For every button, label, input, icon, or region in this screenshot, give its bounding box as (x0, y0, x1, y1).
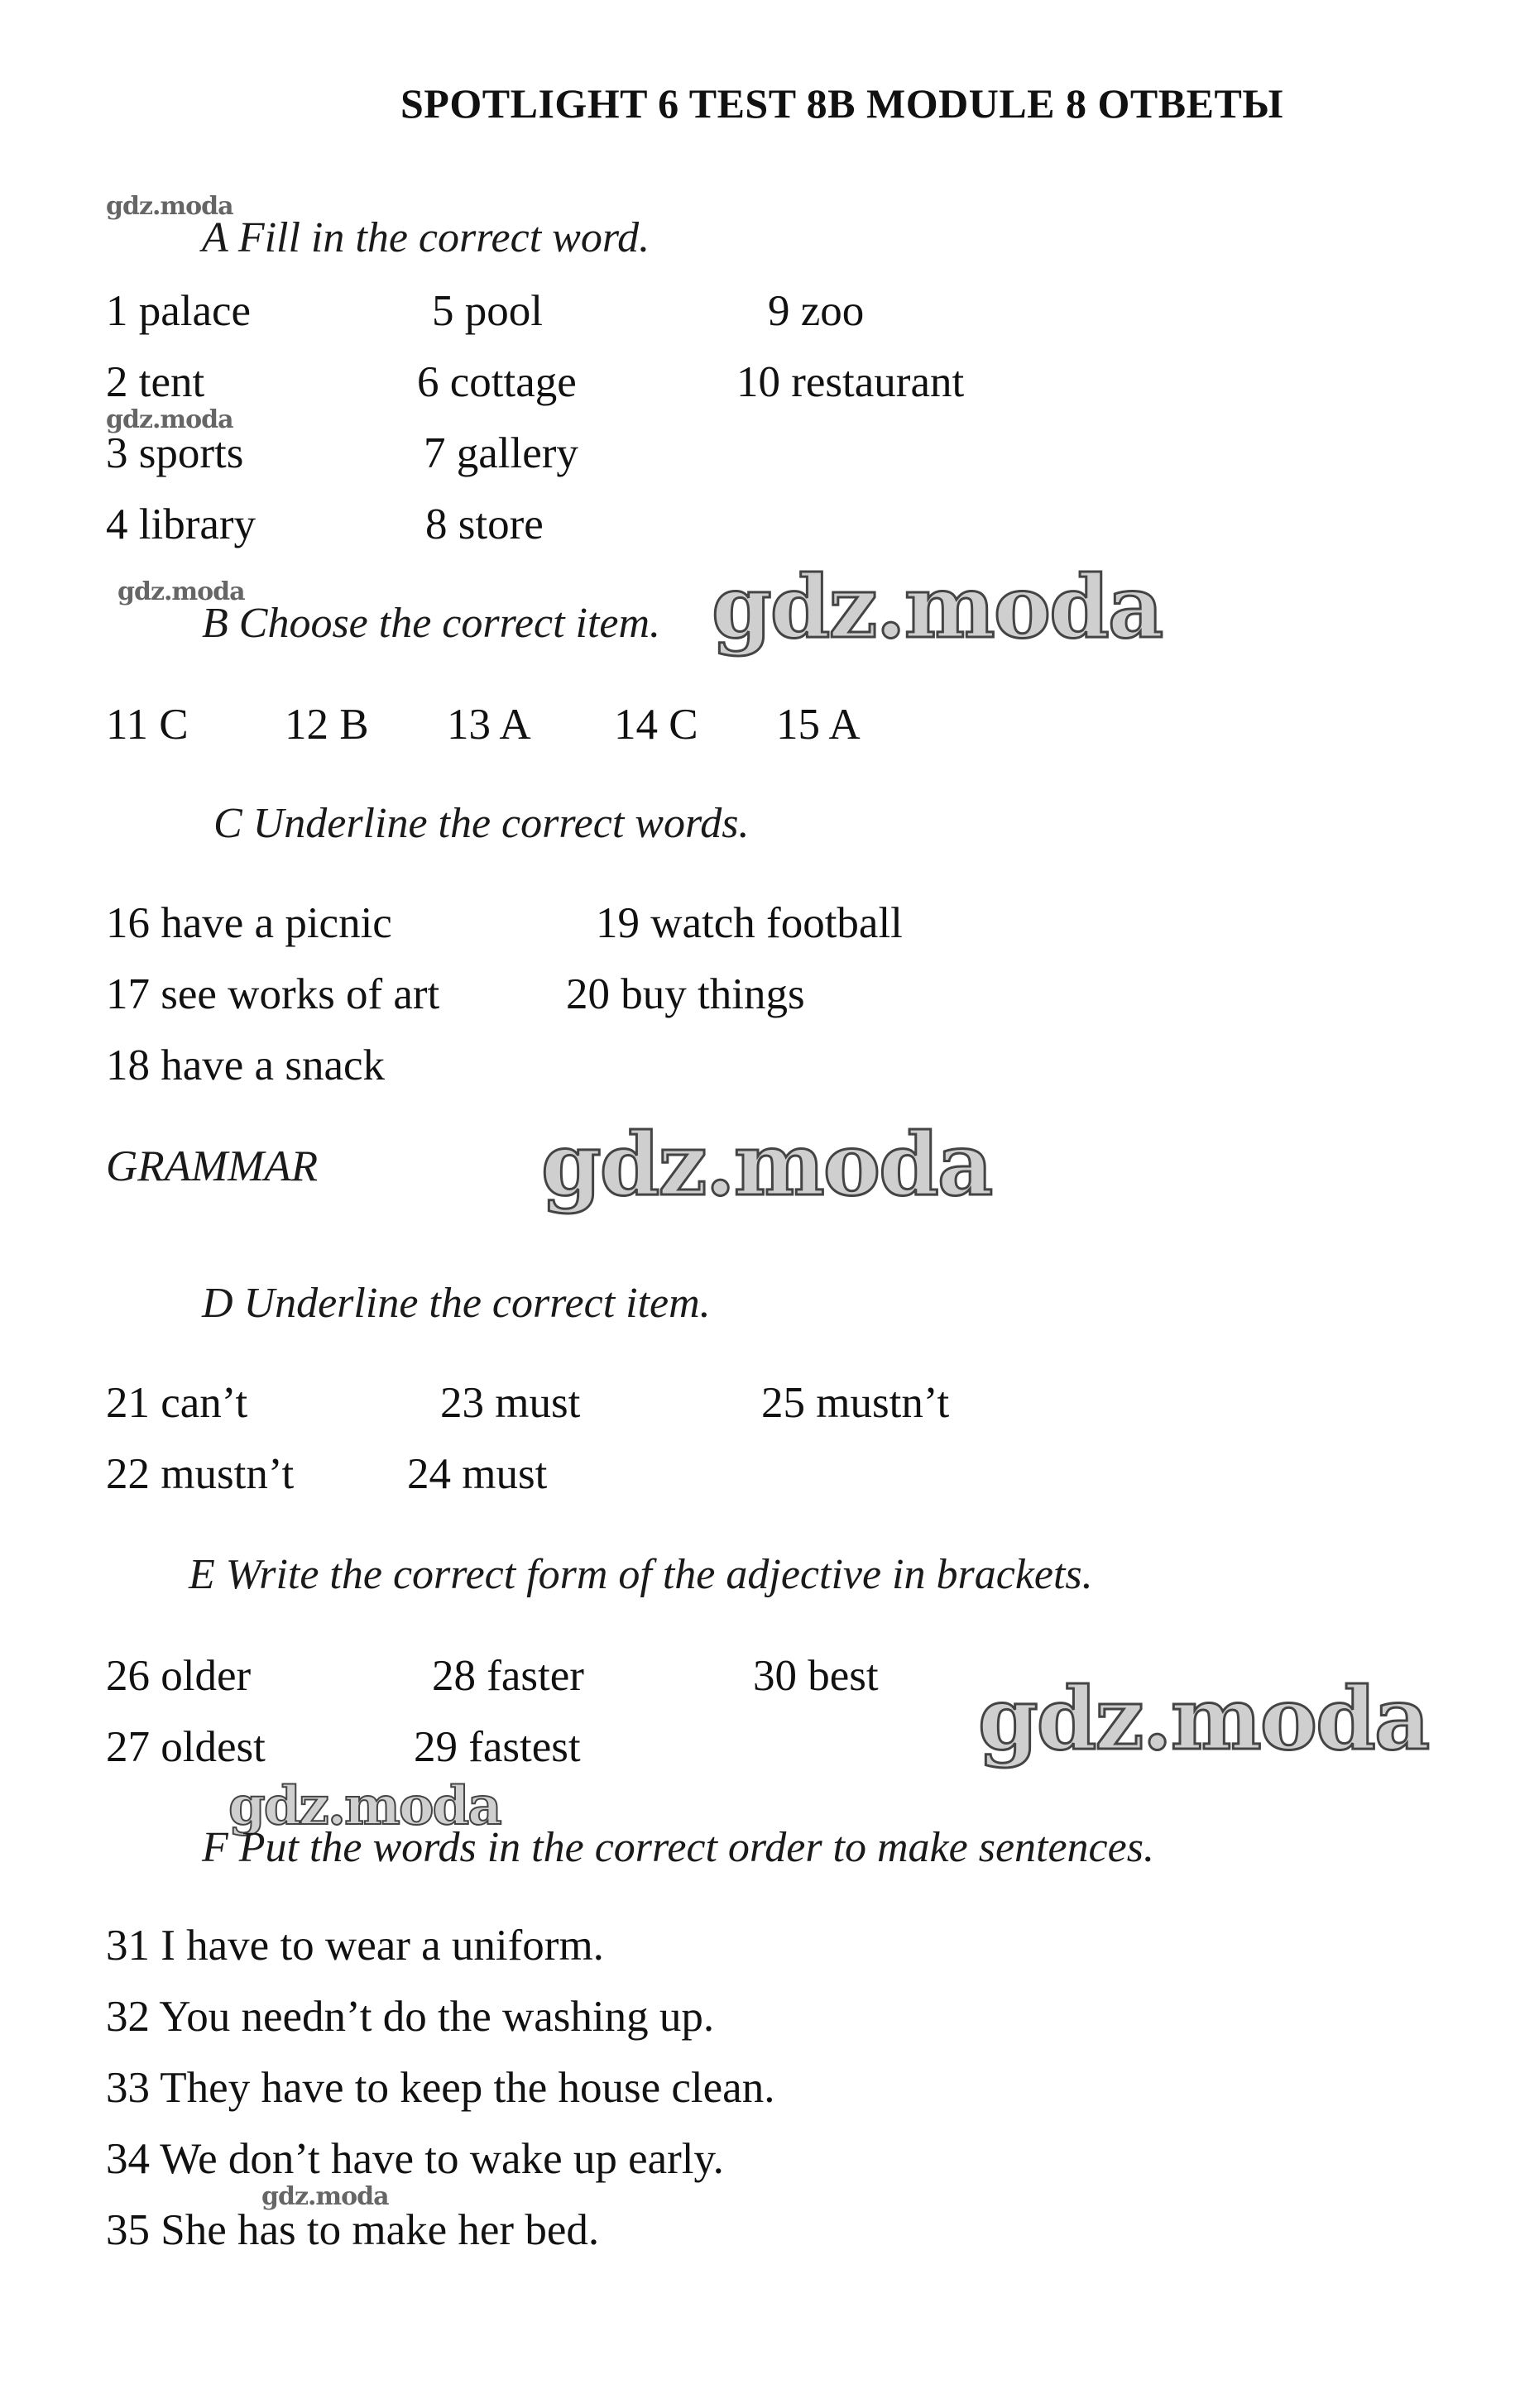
section-f-heading: F Put the words in the correct order to make sentences. (202, 1824, 1154, 1871)
answer-item: 1 palace (106, 287, 252, 335)
answer-item: 5 pool (432, 287, 543, 335)
answer-item: 26 older (106, 1652, 252, 1700)
section-a-heading: A Fill in the correct word. (202, 214, 650, 261)
answer-item: 30 best (753, 1652, 879, 1700)
answer-item: 8 store (425, 500, 544, 548)
answer-item: 2 tent (106, 358, 205, 406)
section-d-heading: D Underline the correct item. (202, 1280, 711, 1327)
watermark-large: gdz.moda (541, 1113, 992, 1215)
answer-item: 29 fastest (414, 1723, 581, 1771)
watermark-small: gdz.moda (117, 577, 245, 606)
watermark-small: gdz.moda (106, 405, 233, 434)
answer-item: 12 B (285, 701, 369, 749)
answer-item: 34 We don’t have to wake up early. (106, 2135, 724, 2183)
answer-item: 9 zoo (768, 287, 865, 335)
answer-item: 6 cottage (417, 358, 577, 406)
grammar-label: GRAMMAR (106, 1142, 319, 1190)
answer-item: 11 C (106, 701, 189, 749)
answer-item: 13 A (447, 701, 531, 749)
answer-item: 20 buy things (566, 970, 805, 1018)
answer-item: 18 have a snack (106, 1041, 385, 1089)
page-title: SPOTLIGHT 6 TEST 8B MODULE 8 ОТВЕТЫ (400, 80, 1283, 127)
answer-item: 3 sports (106, 429, 244, 477)
answer-item: 4 library (106, 500, 257, 548)
answer-item: 21 can’t (106, 1379, 248, 1427)
answer-item: 32 You needn’t do the washing up. (106, 1993, 715, 2041)
watermark-large: gdz.moda (978, 1668, 1429, 1769)
answer-item: 22 mustn’t (106, 1450, 295, 1498)
watermark-large: gdz.moda (712, 556, 1163, 658)
answer-item: 19 watch football (596, 899, 903, 947)
watermark-medium: gdz.moda (228, 1775, 501, 1837)
section-c-heading: C Underline the correct words. (213, 800, 750, 847)
answer-item: 25 mustn’t (761, 1379, 950, 1427)
answer-item: 35 She has to make her bed. (106, 2206, 600, 2254)
answer-item: 17 see works of art (106, 970, 440, 1018)
answer-item: 7 gallery (424, 429, 578, 477)
watermark-small: gdz.moda (106, 192, 233, 221)
answer-item: 14 C (614, 701, 698, 749)
answer-item: 33 They have to keep the house clean. (106, 2064, 775, 2112)
section-e-heading: E Write the correct form of the adjective in brackets. (189, 1551, 1093, 1598)
answer-item: 28 faster (432, 1652, 584, 1700)
answer-item: 24 must (407, 1450, 548, 1498)
answer-item: 27 oldest (106, 1723, 266, 1771)
answer-item: 16 have a picnic (106, 899, 392, 947)
answer-item: 31 I have to wear a uniform. (106, 1922, 604, 1970)
answer-item: 23 must (440, 1379, 581, 1427)
section-b-heading: B Choose the correct item. (202, 600, 661, 647)
answer-item: 15 A (776, 701, 861, 749)
answer-item: 10 restaurant (736, 358, 965, 406)
watermark-small: gdz.moda (261, 2182, 389, 2211)
